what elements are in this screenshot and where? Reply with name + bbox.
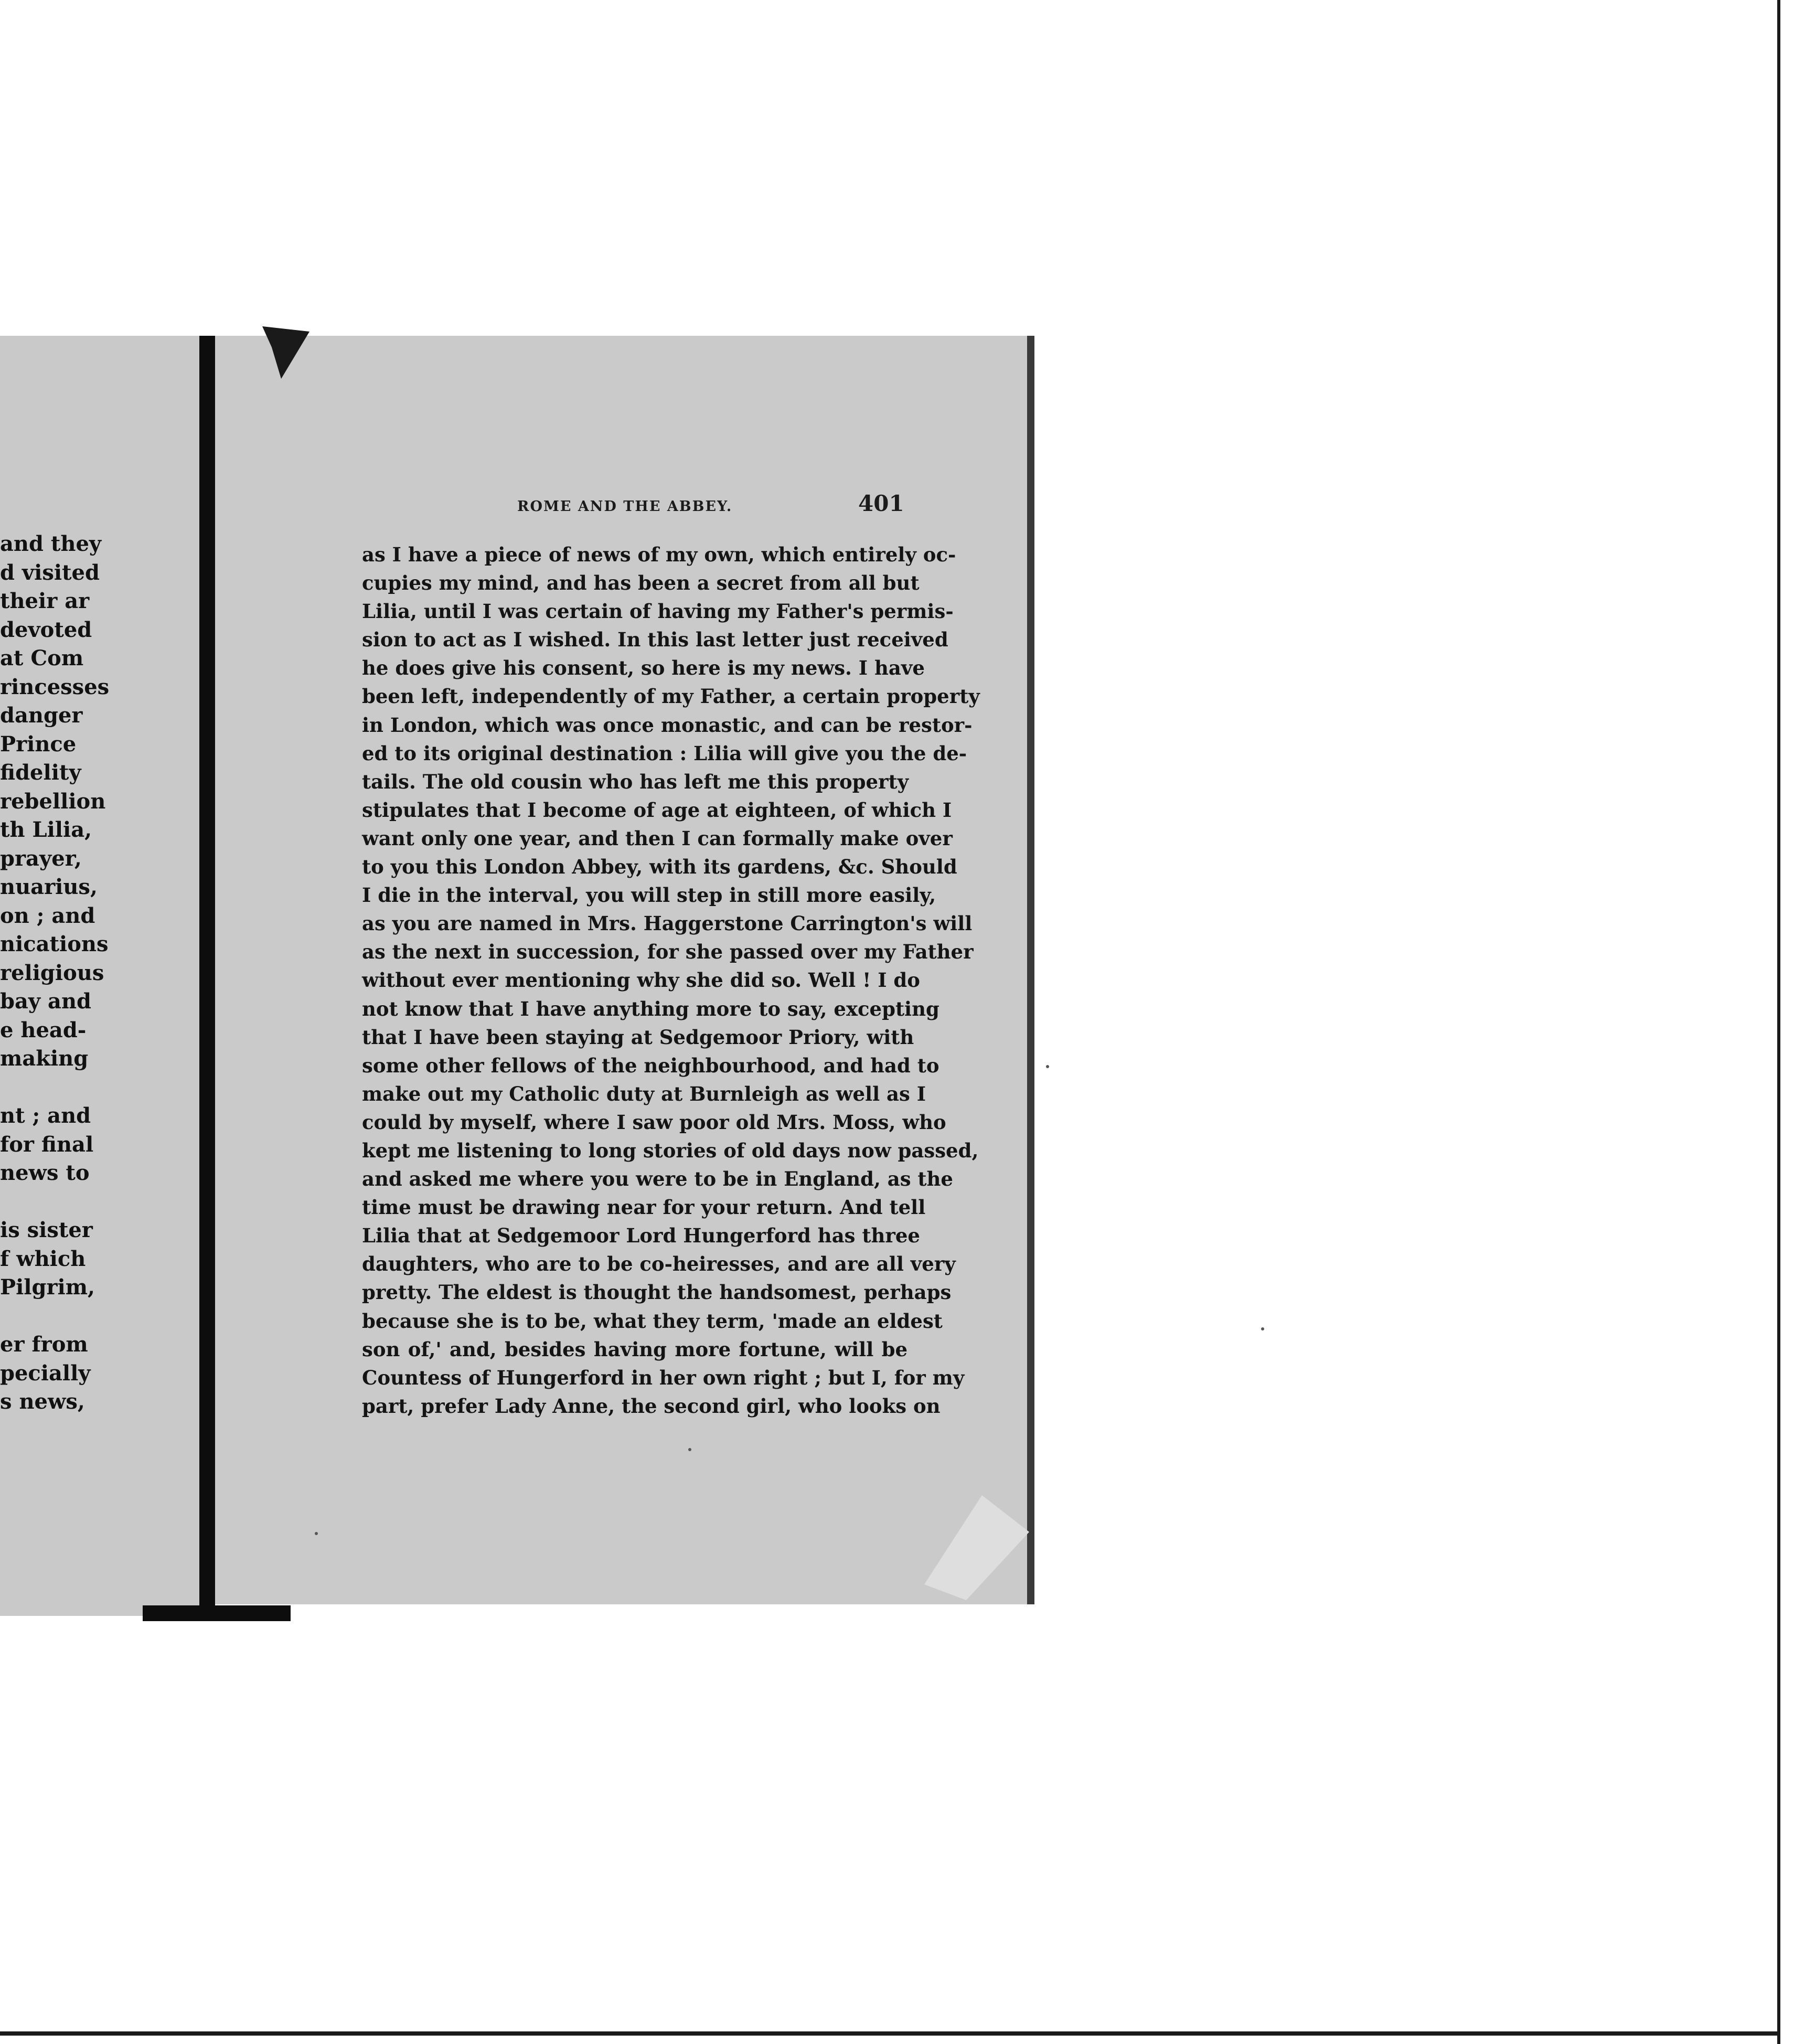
text-line: stipulates that I become of age at eighteen, of which I [362, 798, 952, 822]
left-page-line: religious [0, 960, 104, 985]
scan-frame-right [1777, 0, 1780, 2044]
text-line: make out my Catholic duty at Burnleigh as well as I [362, 1082, 926, 1105]
left-page-line: pecially [0, 1360, 91, 1386]
text-line: as you are named in Mrs. Haggerstone Carrington's will [362, 912, 973, 935]
text-line: as I have a piece of news of my own, which entirely oc- [362, 543, 956, 566]
text-line: without ever mentioning why she did so. Well ! I do [362, 968, 920, 992]
left-page-line: nications [0, 932, 109, 956]
scan-frame-bottom [0, 2031, 1780, 2036]
running-head: ROME AND THE ABBEY. [517, 498, 733, 515]
text-line: kept me listening to long stories of old days now passed, [362, 1138, 979, 1162]
left-page-line: on ; and [0, 903, 95, 928]
text-line: tails. The old cousin who has left me this property [362, 770, 909, 793]
page-number: 401 [858, 491, 904, 516]
left-page-line: Prince [0, 731, 77, 757]
left-page-gap [0, 1073, 76, 1102]
left-page-line: th Lilia, [0, 817, 92, 842]
text-line: Countess of Hungerford in her own right ; but I, for my [362, 1366, 965, 1389]
body-text [362, 540, 980, 1420]
text-line: cupies my mind, and has been a secret from all but [362, 571, 920, 595]
text-line: sion to act as I wished. In this last letter just received [362, 628, 948, 652]
left-page-line: and they [0, 531, 102, 556]
text-line: not know that I have anything more to say, excepting [362, 997, 939, 1020]
text-line: pretty. The eldest is thought the handsomest, perhaps [362, 1281, 952, 1304]
text-line: son of,' and, besides having more fortune, will be [362, 1337, 907, 1361]
left-page-line: f which [0, 1246, 86, 1271]
text-line: time must be drawing near for your return. And tell [362, 1196, 926, 1219]
text-line: I die in the interval, you will step in still more easily, [362, 883, 936, 907]
text-line: that I have been staying at Sedgemoor Priory, with [362, 1025, 914, 1049]
text-line: as the next in succession, for she passed over my Father [362, 940, 974, 964]
left-page-line: devoted [0, 617, 92, 642]
text-line: because she is to be, what they term, 'made an eldest [362, 1309, 943, 1333]
left-page-gap [0, 1302, 76, 1331]
speck [315, 1532, 318, 1535]
text-line: to you this London Abbey, with its gardens, &c. Should [362, 855, 957, 879]
text-line: Lilia that at Sedgemoor Lord Hungerford has three [362, 1224, 920, 1248]
speck [1261, 1327, 1264, 1330]
left-page-gap [0, 1188, 76, 1217]
book-spine-base [143, 1605, 291, 1621]
left-page-line: bay and [0, 989, 92, 1014]
book-spine [199, 336, 215, 1616]
speck [688, 1448, 691, 1451]
text-line: part, prefer Lady Anne, the second girl, who looks on [362, 1394, 941, 1418]
left-page-line: prayer, [0, 846, 82, 871]
left-page-line: is sister [0, 1218, 93, 1242]
left-page-line: making [0, 1046, 89, 1071]
left-page-line: s news, [0, 1389, 85, 1414]
left-page-line: for final [0, 1132, 94, 1157]
left-page-line: rebellion [0, 789, 106, 814]
speck [1046, 1065, 1049, 1068]
text-line: he does give his consent, so here is my news. I have [362, 656, 925, 680]
text-line: some other fellows of the neighbourhood, and had to [362, 1053, 939, 1077]
left-page-line: at Com [0, 646, 84, 670]
left-page-line: news to [0, 1161, 90, 1185]
left-page-line: nuarius, [0, 875, 98, 899]
left-page-line: their ar [0, 589, 90, 613]
text-line: ed to its original destination : Lilia will give you the de- [362, 741, 967, 765]
text-line: in London, which was once monastic, and can be restor- [362, 713, 973, 737]
left-page-line: d visited [0, 560, 100, 585]
left-page-line: fidelity [0, 760, 81, 785]
left-page-line: danger [0, 703, 83, 728]
text-line: daughters, who are to be co-heiresses, and are all very [362, 1252, 956, 1276]
left-page-line: er from [0, 1332, 88, 1357]
text-line: could by myself, where I saw poor old Mrs. Moss, who [362, 1110, 946, 1134]
left-page-line: Pilgrim, [0, 1275, 95, 1300]
text-line: and asked me where you were to be in England, as the [362, 1167, 953, 1191]
text-line: been left, independently of my Father, a certain property [362, 685, 980, 708]
text-line: want only one year, and then I can formally make over [362, 826, 953, 850]
left-page-line: rincesses [0, 674, 110, 699]
left-page-text [0, 530, 110, 1417]
text-line: Lilia, until I was certain of having my Father's permis- [362, 600, 954, 623]
left-page-line: nt ; and [0, 1103, 91, 1128]
left-page-fragment [0, 336, 199, 1616]
left-page-line: e head- [0, 1017, 87, 1042]
